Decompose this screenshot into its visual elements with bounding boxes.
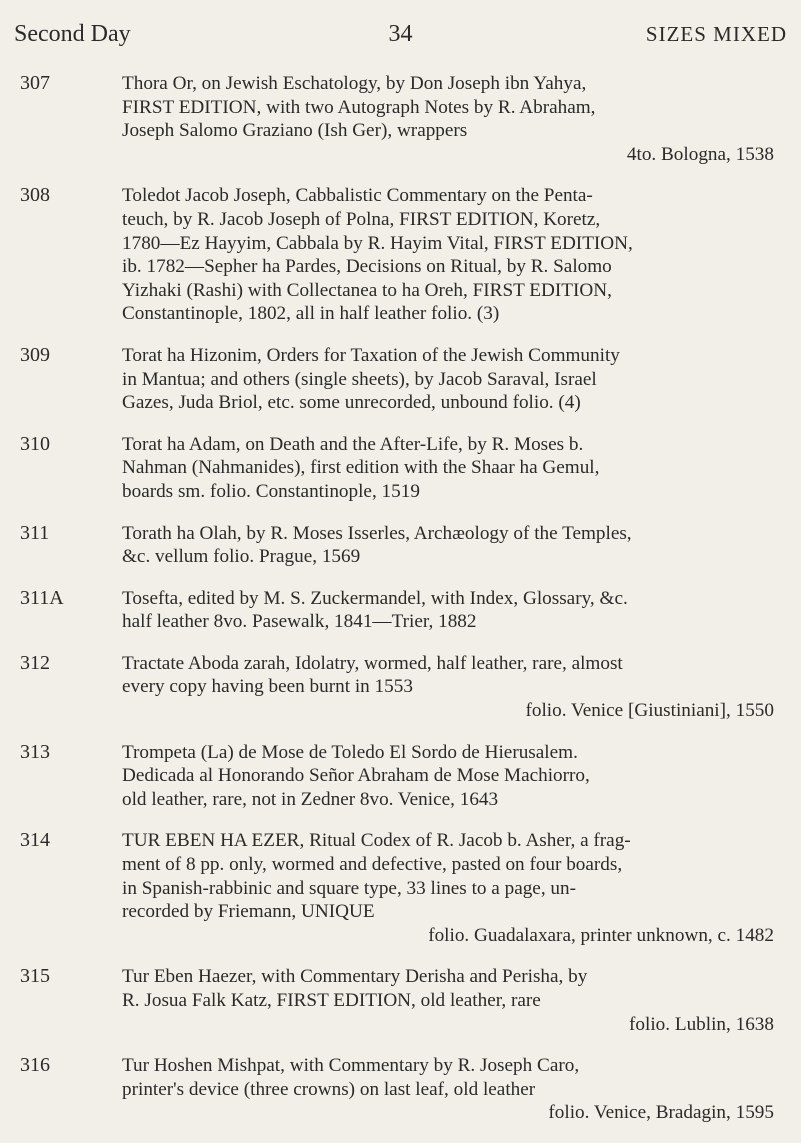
entry-line: Thora Or, on Jewish Eschatology, by Don Joseph ibn Yahya, bbox=[122, 73, 587, 94]
entry-line: ib. 1782—Sepher ha Pardes, Decisions on Ritual, by R. Salomo bbox=[122, 256, 612, 278]
entry-line: in Spanish-rabbinic and square type, 33 lines to a page, un- bbox=[122, 877, 576, 899]
entry-line: teuch, by R. Jacob Joseph of Polna, FIRST EDITION, Koretz, bbox=[122, 208, 601, 230]
lot-number: 314 bbox=[20, 829, 50, 852]
entry-line: every copy having been burnt in 1553 bbox=[122, 676, 413, 698]
header-day: Second Day bbox=[14, 20, 131, 47]
entry-310 bbox=[14, 433, 774, 504]
entry-line: old leather, rare, not in Zedner 8vo. Venice, 1643 bbox=[122, 788, 499, 810]
entry-line: Constantinople, 1802, all in half leather folio. (3) bbox=[122, 303, 500, 325]
lot-number: 311A bbox=[20, 586, 64, 609]
page-header bbox=[14, 14, 787, 54]
entry-line: Tosefta, edited by M. S. Zuckermandel, with Index, Glossary, &c. bbox=[122, 587, 628, 609]
entry-311 bbox=[14, 522, 774, 569]
entry-line: Toledot Jacob Joseph, Cabbalistic Commentary on the Penta- bbox=[122, 185, 593, 207]
lot-number: 308 bbox=[20, 184, 50, 207]
entry-315 bbox=[14, 965, 774, 1036]
entry-308 bbox=[14, 184, 774, 326]
entry-311a bbox=[14, 587, 774, 634]
entry-line: Torat ha Hizonim, Orders for Taxation of the Jewish Community bbox=[122, 344, 620, 366]
entry-line: Tur Hoshen Mishpat, with Commentary by R. Joseph Caro, bbox=[122, 1055, 580, 1077]
entry-313 bbox=[14, 741, 774, 812]
entry-line: 1780—Ez Hayyim, Cabbala by R. Hayim Vital, FIRST EDITION, bbox=[122, 232, 633, 254]
entry-line: Nahman (Nahmanides), first edition with the Shaar ha Gemul, bbox=[122, 457, 600, 479]
lot-number: 315 bbox=[20, 965, 50, 988]
entry-line: half leather 8vo. Pasewalk, 1841—Trier, 1882 bbox=[122, 611, 477, 633]
lot-number: 313 bbox=[20, 740, 50, 763]
entry-line: Yizhaki (Rashi) with Collectanea to ha Oreh, FIRST EDITION, bbox=[122, 279, 612, 301]
header-section: SIZES MIXED bbox=[645, 21, 787, 46]
entry-line: Gazes, Juda Briol, etc. some unrecorded, unbound folio. (4) bbox=[122, 392, 581, 414]
entry-line: &c. vellum folio. Prague, 1569 bbox=[122, 546, 361, 568]
entry-line: FIRST EDITION, with two Autograph Notes by R. Abraham, bbox=[122, 96, 596, 118]
entry-imprint: folio. Guadalaxara, printer unknown, c. 1482 bbox=[428, 924, 774, 946]
entry-line: TUR EBEN HA EZER, Ritual Codex of R. Jacob b. Asher, a frag- bbox=[122, 830, 631, 852]
entry-imprint: folio. Lublin, 1638 bbox=[629, 1013, 774, 1035]
entry-line: Tur Eben Haezer, with Commentary Derisha and Perisha, by bbox=[122, 966, 588, 988]
catalogue-entries bbox=[14, 72, 774, 1143]
entry-line: Torath ha Olah, by R. Moses Isserles, Archæology of the Temples, bbox=[122, 522, 632, 544]
lot-number: 307 bbox=[20, 72, 50, 94]
entry-line: R. Josua Falk Katz, FIRST EDITION, old leather, rare bbox=[122, 990, 541, 1011]
entry-312 bbox=[14, 652, 774, 723]
lot-number: 316 bbox=[20, 1054, 50, 1077]
entry-line: in Mantua; and others (single sheets), by Jacob Saraval, Israel bbox=[122, 368, 597, 390]
entry-309 bbox=[14, 344, 774, 415]
entry-307 bbox=[14, 72, 774, 166]
lot-number: 309 bbox=[20, 343, 50, 366]
entry-line: Torat ha Adam, on Death and the After-Life, by R. Moses b. bbox=[122, 433, 584, 455]
entry-line: ment of 8 pp. only, wormed and defective, pasted on four boards, bbox=[122, 854, 623, 876]
entry-line: boards sm. folio. Constantinople, 1519 bbox=[122, 480, 420, 502]
page-number: 34 bbox=[388, 20, 413, 47]
entry-line: Tractate Aboda zarah, Idolatry, wormed, half leather, rare, almost bbox=[122, 652, 623, 674]
entry-314 bbox=[14, 829, 774, 947]
lot-number: 312 bbox=[20, 651, 50, 674]
entry-imprint: 4to. Bologna, 1538 bbox=[626, 143, 774, 165]
lot-number: 311 bbox=[20, 521, 50, 544]
entry-line: Trompeta (La) de Mose de Toledo El Sordo de Hierusalem. bbox=[122, 741, 578, 763]
entry-316 bbox=[14, 1054, 774, 1125]
lot-number: 310 bbox=[20, 432, 50, 455]
entry-line: recorded by Friemann, UNIQUE bbox=[122, 901, 375, 923]
entry-line: printer's device (three crowns) on last leaf, old leather bbox=[122, 1078, 536, 1100]
entry-imprint: folio. Venice [Giustiniani], 1550 bbox=[525, 700, 774, 722]
entry-line: Dedicada al Honorando Señor Abraham de Mose Machiorro, bbox=[122, 765, 590, 787]
entry-line: Joseph Salomo Graziano (Ish Ger), wrappers bbox=[122, 120, 468, 142]
entry-imprint: folio. Venice, Bradagin, 1595 bbox=[548, 1102, 774, 1124]
